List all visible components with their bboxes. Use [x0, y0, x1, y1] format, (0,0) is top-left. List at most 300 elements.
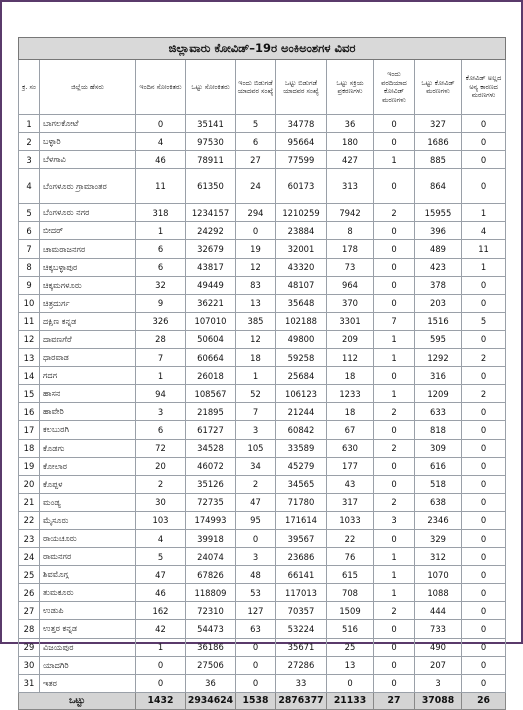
- cell-district: ಉಡುಪಿ: [40, 602, 136, 620]
- cell-today-discharged: 0: [236, 638, 276, 656]
- cell-today-deaths: 1: [374, 584, 415, 602]
- table-row: [19, 493, 506, 511]
- table-row: [19, 115, 506, 133]
- cell-active: 209: [327, 330, 374, 348]
- cell-other-deaths: 1: [462, 204, 506, 222]
- cell-total-deaths: 444: [415, 602, 462, 620]
- cell-total-deaths: 3: [415, 674, 462, 692]
- cell-sl-no: 13: [19, 349, 40, 367]
- cell-district: ಬೆಂಗಳೂರು ಗ್ರಾಮಾಂತರ: [40, 169, 136, 204]
- cell-today-discharged: 2: [236, 475, 276, 493]
- cell-today-discharged: 1: [236, 367, 276, 385]
- cell-today-discharged: 105: [236, 439, 276, 457]
- cell-district: ಚಾಮರಾಜನಗರ: [40, 240, 136, 258]
- cell-other-deaths: 0: [462, 276, 506, 294]
- cell-district: ಬೆಂಗಳೂರು ನಗರ: [40, 204, 136, 222]
- cell-sl-no: 25: [19, 566, 40, 584]
- cell-today-deaths: 2: [374, 403, 415, 421]
- header-other-deaths: ಕೋವಿಡ್ ಅಲ್ಲದ ಅನ್ಯ ಕಾರಣದ ಮರಣಗಳು: [462, 60, 506, 115]
- header-sl-no: ಕ್ರ. ಸಂ: [19, 60, 40, 115]
- cell-today-discharged: 83: [236, 276, 276, 294]
- cell-total-discharged: 60842: [276, 421, 327, 439]
- cell-sl-no: 20: [19, 475, 40, 493]
- table-row: [19, 276, 506, 294]
- cell-total-deaths: 616: [415, 457, 462, 475]
- cell-active: 630: [327, 439, 374, 457]
- cell-today-deaths: 0: [374, 638, 415, 656]
- cell-today-deaths: 1: [374, 330, 415, 348]
- cell-district: ಬಾಗಲಕೋಟೆ: [40, 115, 136, 133]
- cell-sl-no: 31: [19, 674, 40, 692]
- total-cases: 2934624: [186, 692, 236, 709]
- cell-today-discharged: 52: [236, 385, 276, 403]
- cell-today-deaths: 2: [374, 439, 415, 457]
- table-row: [19, 548, 506, 566]
- cell-today-cases: 30: [136, 493, 186, 511]
- cell-district: ಹಾಸನ: [40, 385, 136, 403]
- cell-today-cases: 0: [136, 656, 186, 674]
- table-row: [19, 439, 506, 457]
- cell-sl-no: 19: [19, 457, 40, 475]
- cell-total-discharged: 95664: [276, 133, 327, 151]
- cell-today-deaths: 0: [374, 367, 415, 385]
- cell-today-discharged: 12: [236, 330, 276, 348]
- cell-total-discharged: 32001: [276, 240, 327, 258]
- cell-today-discharged: 3: [236, 421, 276, 439]
- cell-today-cases: 1: [136, 222, 186, 240]
- cell-total-cases: 108567: [186, 385, 236, 403]
- table-row: [19, 457, 506, 475]
- cell-total-discharged: 66141: [276, 566, 327, 584]
- cell-district: ಕೊಪ್ಪಳ: [40, 475, 136, 493]
- cell-total-discharged: 102188: [276, 312, 327, 330]
- table-row: [19, 656, 506, 674]
- cell-today-cases: 46: [136, 584, 186, 602]
- cell-today-deaths: 1: [374, 349, 415, 367]
- cell-other-deaths: 0: [462, 584, 506, 602]
- cell-today-discharged: 0: [236, 529, 276, 547]
- cell-today-deaths: 7: [374, 312, 415, 330]
- cell-today-deaths: 1: [374, 151, 415, 169]
- cell-total-deaths: 489: [415, 240, 462, 258]
- table-row: [19, 240, 506, 258]
- cell-total-discharged: 33: [276, 674, 327, 692]
- cell-today-discharged: 6: [236, 133, 276, 151]
- cell-total-discharged: 43320: [276, 258, 327, 276]
- cell-district: ದಾವಣಗೆರೆ: [40, 330, 136, 348]
- cell-today-deaths: 1: [374, 385, 415, 403]
- cell-sl-no: 6: [19, 222, 40, 240]
- cell-total-deaths: 378: [415, 276, 462, 294]
- cell-other-deaths: 0: [462, 638, 506, 656]
- cell-other-deaths: 0: [462, 294, 506, 312]
- cell-total-cases: 67826: [186, 566, 236, 584]
- cell-total-deaths: 327: [415, 115, 462, 133]
- cell-total-cases: 36221: [186, 294, 236, 312]
- cell-today-deaths: 0: [374, 133, 415, 151]
- cell-other-deaths: 0: [462, 674, 506, 692]
- cell-district: ಕೋಲಾರ: [40, 457, 136, 475]
- cell-total-deaths: 309: [415, 439, 462, 457]
- header-district: ಜಿಲ್ಲೆಯ ಹೆಸರು: [40, 60, 136, 115]
- cell-today-discharged: 13: [236, 294, 276, 312]
- cell-today-deaths: 0: [374, 276, 415, 294]
- cell-active: 7942: [327, 204, 374, 222]
- cell-other-deaths: 0: [462, 115, 506, 133]
- cell-total-cases: 24292: [186, 222, 236, 240]
- cell-total-discharged: 23884: [276, 222, 327, 240]
- cell-total-deaths: 1686: [415, 133, 462, 151]
- cell-active: 43: [327, 475, 374, 493]
- cell-total-discharged: 70357: [276, 602, 327, 620]
- cell-today-deaths: 0: [374, 222, 415, 240]
- cell-active: 67: [327, 421, 374, 439]
- cell-today-cases: 6: [136, 421, 186, 439]
- cell-other-deaths: 0: [462, 566, 506, 584]
- cell-sl-no: 8: [19, 258, 40, 276]
- district-stats-table-container: [18, 37, 505, 710]
- cell-other-deaths: 0: [462, 656, 506, 674]
- header-today-deaths: ಇಂದು ವರದಿಯಾದ ಕೋವಿಡ್ ಮರಣಗಳು: [374, 60, 415, 115]
- cell-today-cases: 7: [136, 349, 186, 367]
- cell-total-cases: 78911: [186, 151, 236, 169]
- cell-today-cases: 0: [136, 674, 186, 692]
- cell-active: 18: [327, 403, 374, 421]
- cell-sl-no: 17: [19, 421, 40, 439]
- cell-total-discharged: 48107: [276, 276, 327, 294]
- cell-sl-no: 28: [19, 620, 40, 638]
- cell-other-deaths: 0: [462, 457, 506, 475]
- cell-active: 313: [327, 169, 374, 204]
- cell-other-deaths: 0: [462, 620, 506, 638]
- table-row: [19, 475, 506, 493]
- cell-total-discharged: 60173: [276, 169, 327, 204]
- table-row: [19, 151, 506, 169]
- cell-sl-no: 23: [19, 529, 40, 547]
- cell-active: 3301: [327, 312, 374, 330]
- header-total-deaths: ಒಟ್ಟು ಕೋವಿಡ್ ಮರಣಗಳು: [415, 60, 462, 115]
- cell-today-cases: 103: [136, 511, 186, 529]
- table-row: [19, 133, 506, 151]
- cell-today-cases: 9: [136, 294, 186, 312]
- cell-total-discharged: 25684: [276, 367, 327, 385]
- cell-district: ದಕ್ಷಿಣ ಕನ್ನಡ: [40, 312, 136, 330]
- cell-today-cases: 47: [136, 566, 186, 584]
- cell-district: ಚಿತ್ರದುರ್ಗ: [40, 294, 136, 312]
- table-row: [19, 258, 506, 276]
- cell-total-deaths: 15955: [415, 204, 462, 222]
- cell-total-cases: 97530: [186, 133, 236, 151]
- table-row: [19, 620, 506, 638]
- table-row: [19, 330, 506, 348]
- cell-today-discharged: 18: [236, 349, 276, 367]
- table-row: [19, 222, 506, 240]
- cell-today-discharged: 0: [236, 656, 276, 674]
- cell-today-deaths: 0: [374, 258, 415, 276]
- cell-total-cases: 174993: [186, 511, 236, 529]
- cell-total-cases: 39918: [186, 529, 236, 547]
- cell-today-cases: 4: [136, 529, 186, 547]
- cell-today-discharged: 7: [236, 403, 276, 421]
- cell-total-deaths: 207: [415, 656, 462, 674]
- table-row: [19, 403, 506, 421]
- cell-total-deaths: 733: [415, 620, 462, 638]
- header-total-discharged: ಒಟ್ಟು ಬಿಡುಗಡೆ ಯಾದವರ ಸಂಖ್ಯೆ: [276, 60, 327, 115]
- cell-total-cases: 54473: [186, 620, 236, 638]
- total-today-deaths: 27: [374, 692, 415, 709]
- cell-active: 1033: [327, 511, 374, 529]
- cell-other-deaths: 11: [462, 240, 506, 258]
- cell-total-deaths: 595: [415, 330, 462, 348]
- cell-today-discharged: 63: [236, 620, 276, 638]
- table-row: [19, 385, 506, 403]
- cell-today-cases: 72: [136, 439, 186, 457]
- cell-total-discharged: 49800: [276, 330, 327, 348]
- cell-total-cases: 61350: [186, 169, 236, 204]
- cell-sl-no: 4: [19, 169, 40, 204]
- cell-district: ಧಾರವಾಡ: [40, 349, 136, 367]
- cell-today-cases: 318: [136, 204, 186, 222]
- cell-total-discharged: 39567: [276, 529, 327, 547]
- cell-total-cases: 27506: [186, 656, 236, 674]
- cell-today-deaths: 0: [374, 169, 415, 204]
- cell-other-deaths: 0: [462, 367, 506, 385]
- cell-total-deaths: 490: [415, 638, 462, 656]
- cell-sl-no: 16: [19, 403, 40, 421]
- cell-active: 13: [327, 656, 374, 674]
- cell-today-cases: 32: [136, 276, 186, 294]
- cell-today-deaths: 0: [374, 529, 415, 547]
- cell-other-deaths: 0: [462, 330, 506, 348]
- cell-other-deaths: 2: [462, 349, 506, 367]
- cell-total-deaths: 316: [415, 367, 462, 385]
- cell-active: 73: [327, 258, 374, 276]
- cell-total-cases: 26018: [186, 367, 236, 385]
- cell-active: 180: [327, 133, 374, 151]
- cell-total-discharged: 59258: [276, 349, 327, 367]
- header-today-discharged: ಇಂದು ಬಿಡುಗಡೆ ಯಾದವರ ಸಂಖ್ಯೆ: [236, 60, 276, 115]
- cell-active: 615: [327, 566, 374, 584]
- cell-total-deaths: 1070: [415, 566, 462, 584]
- cell-sl-no: 9: [19, 276, 40, 294]
- table-row: [19, 674, 506, 692]
- cell-today-cases: 6: [136, 258, 186, 276]
- table-row: [19, 511, 506, 529]
- cell-district: ಯಾದಗಿರಿ: [40, 656, 136, 674]
- cell-active: 317: [327, 493, 374, 511]
- cell-total-deaths: 638: [415, 493, 462, 511]
- cell-district: ಕಲಬುರಗಿ: [40, 421, 136, 439]
- cell-total-discharged: 106123: [276, 385, 327, 403]
- cell-today-cases: 20: [136, 457, 186, 475]
- cell-today-discharged: 34: [236, 457, 276, 475]
- cell-sl-no: 21: [19, 493, 40, 511]
- cell-total-deaths: 1088: [415, 584, 462, 602]
- cell-total-deaths: 818: [415, 421, 462, 439]
- cell-other-deaths: 0: [462, 403, 506, 421]
- table-row: [19, 349, 506, 367]
- cell-active: 708: [327, 584, 374, 602]
- cell-today-deaths: 2: [374, 493, 415, 511]
- cell-today-cases: 162: [136, 602, 186, 620]
- cell-total-deaths: 518: [415, 475, 462, 493]
- totals-label: ಒಟ್ಟು: [19, 692, 136, 709]
- cell-today-discharged: 27: [236, 151, 276, 169]
- table-row: [19, 367, 506, 385]
- cell-today-deaths: 1: [374, 548, 415, 566]
- cell-total-discharged: 34565: [276, 475, 327, 493]
- cell-district: ಮಂಡ್ಯ: [40, 493, 136, 511]
- cell-total-deaths: 312: [415, 548, 462, 566]
- cell-today-cases: 1: [136, 638, 186, 656]
- cell-total-discharged: 171614: [276, 511, 327, 529]
- cell-today-discharged: 53: [236, 584, 276, 602]
- cell-district: ರಾಯಚೂರು: [40, 529, 136, 547]
- table-row: [19, 294, 506, 312]
- cell-district: ಬೀದರ್: [40, 222, 136, 240]
- cell-today-cases: 11: [136, 169, 186, 204]
- table-body: [19, 115, 506, 693]
- cell-today-discharged: 0: [236, 222, 276, 240]
- cell-total-deaths: 1209: [415, 385, 462, 403]
- cell-today-discharged: 48: [236, 566, 276, 584]
- cell-sl-no: 14: [19, 367, 40, 385]
- cell-today-cases: 6: [136, 240, 186, 258]
- cell-total-cases: 72310: [186, 602, 236, 620]
- cell-active: 1509: [327, 602, 374, 620]
- cell-total-deaths: 1516: [415, 312, 462, 330]
- cell-total-discharged: 21244: [276, 403, 327, 421]
- cell-sl-no: 5: [19, 204, 40, 222]
- cell-district: ರಾಮನಗರ: [40, 548, 136, 566]
- cell-total-cases: 72735: [186, 493, 236, 511]
- cell-total-deaths: 864: [415, 169, 462, 204]
- cell-active: 36: [327, 115, 374, 133]
- cell-other-deaths: 1: [462, 258, 506, 276]
- cell-today-deaths: 0: [374, 620, 415, 638]
- table-row: [19, 566, 506, 584]
- cell-total-discharged: 34778: [276, 115, 327, 133]
- cell-other-deaths: 0: [462, 169, 506, 204]
- header-active-cases: ಒಟ್ಟು ಸಕ್ರಿಯ ಪ್ರಕರಣಗಳು: [327, 60, 374, 115]
- cell-active: 427: [327, 151, 374, 169]
- cell-active: 8: [327, 222, 374, 240]
- cell-today-cases: 0: [136, 115, 186, 133]
- cell-today-cases: 28: [136, 330, 186, 348]
- table-row: [19, 638, 506, 656]
- cell-sl-no: 24: [19, 548, 40, 566]
- cell-today-discharged: 127: [236, 602, 276, 620]
- cell-other-deaths: 0: [462, 511, 506, 529]
- cell-total-cases: 118809: [186, 584, 236, 602]
- cell-active: 964: [327, 276, 374, 294]
- cell-total-deaths: 885: [415, 151, 462, 169]
- cell-total-cases: 36186: [186, 638, 236, 656]
- cell-total-discharged: 23686: [276, 548, 327, 566]
- table-row: [19, 421, 506, 439]
- total-today-discharged: 1538: [236, 692, 276, 709]
- cell-total-cases: 60664: [186, 349, 236, 367]
- cell-today-discharged: 47: [236, 493, 276, 511]
- cell-sl-no: 3: [19, 151, 40, 169]
- cell-other-deaths: 0: [462, 475, 506, 493]
- cell-other-deaths: 2: [462, 385, 506, 403]
- cell-today-cases: 3: [136, 403, 186, 421]
- cell-total-cases: 1234157: [186, 204, 236, 222]
- cell-active: 76: [327, 548, 374, 566]
- cell-total-discharged: 35671: [276, 638, 327, 656]
- cell-total-discharged: 1210259: [276, 204, 327, 222]
- cell-total-discharged: 27286: [276, 656, 327, 674]
- cell-total-discharged: 117013: [276, 584, 327, 602]
- cell-total-cases: 24074: [186, 548, 236, 566]
- cell-today-cases: 5: [136, 548, 186, 566]
- cell-other-deaths: 0: [462, 439, 506, 457]
- cell-total-cases: 50604: [186, 330, 236, 348]
- cell-total-discharged: 33589: [276, 439, 327, 457]
- cell-district: ಶಿವಮೊಗ್ಗ: [40, 566, 136, 584]
- cell-other-deaths: 4: [462, 222, 506, 240]
- cell-today-deaths: 0: [374, 240, 415, 258]
- cell-today-cases: 4: [136, 133, 186, 151]
- cell-sl-no: 2: [19, 133, 40, 151]
- cell-today-discharged: 294: [236, 204, 276, 222]
- cell-total-cases: 21895: [186, 403, 236, 421]
- cell-other-deaths: 5: [462, 312, 506, 330]
- cell-other-deaths: 0: [462, 548, 506, 566]
- cell-today-deaths: 0: [374, 674, 415, 692]
- cell-today-cases: 46: [136, 151, 186, 169]
- cell-today-cases: 94: [136, 385, 186, 403]
- cell-active: 516: [327, 620, 374, 638]
- cell-sl-no: 15: [19, 385, 40, 403]
- total-deaths: 37088: [415, 692, 462, 709]
- district-covid-stats-table: [18, 37, 506, 710]
- cell-district: ಮೈಸೂರು: [40, 511, 136, 529]
- cell-today-deaths: 2: [374, 204, 415, 222]
- cell-total-deaths: 1292: [415, 349, 462, 367]
- cell-sl-no: 18: [19, 439, 40, 457]
- cell-total-discharged: 71780: [276, 493, 327, 511]
- cell-active: 370: [327, 294, 374, 312]
- cell-district: ತುಮಕೂರು: [40, 584, 136, 602]
- table-row: [19, 602, 506, 620]
- cell-sl-no: 11: [19, 312, 40, 330]
- cell-sl-no: 10: [19, 294, 40, 312]
- cell-total-cases: 35126: [186, 475, 236, 493]
- cell-other-deaths: 0: [462, 529, 506, 547]
- cell-other-deaths: 0: [462, 421, 506, 439]
- cell-active: 177: [327, 457, 374, 475]
- cell-total-cases: 46072: [186, 457, 236, 475]
- cell-today-discharged: 19: [236, 240, 276, 258]
- cell-district: ಬಳ್ಳಾರಿ: [40, 133, 136, 151]
- cell-total-cases: 34528: [186, 439, 236, 457]
- cell-total-discharged: 53224: [276, 620, 327, 638]
- cell-other-deaths: 0: [462, 151, 506, 169]
- cell-active: 178: [327, 240, 374, 258]
- cell-today-deaths: 0: [374, 457, 415, 475]
- cell-total-cases: 32679: [186, 240, 236, 258]
- totals-row: [19, 692, 506, 709]
- cell-active: 25: [327, 638, 374, 656]
- total-today-cases: 1432: [136, 692, 186, 709]
- cell-total-deaths: 396: [415, 222, 462, 240]
- cell-district: ವಿಜಯಪುರ: [40, 638, 136, 656]
- cell-total-cases: 61727: [186, 421, 236, 439]
- cell-today-deaths: 2: [374, 602, 415, 620]
- cell-total-discharged: 45279: [276, 457, 327, 475]
